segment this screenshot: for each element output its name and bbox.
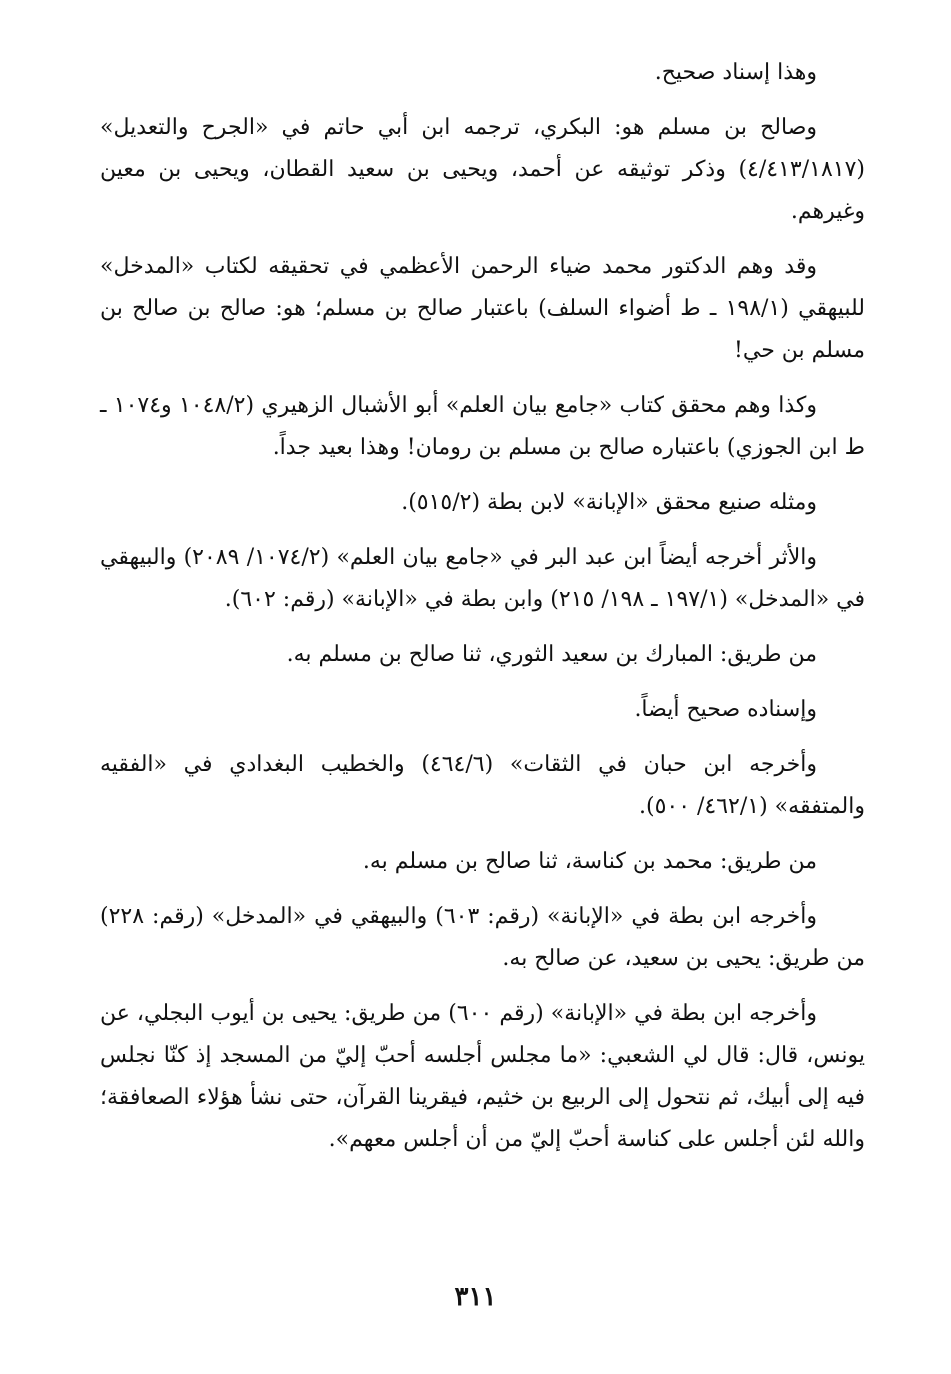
paragraph-1: وهذا إسناد صحيح. (654, 60, 817, 85)
page-number: ٣١١ (454, 1282, 497, 1312)
paragraph-9: وأخرجه ابن حبان في الثقات» (٤٦٤/٦) والخطيب البغدادي في «الفقيه والمتفقه» (٤٦٢/١/ ٥٠٠). (100, 752, 865, 819)
paragraph-7: من طريق: المبارك بن سعيد الثوري، ثنا صالح بن مسلم به. (286, 642, 817, 667)
paragraph-12: وأخرجه ابن بطة في «الإبانة» (رقم ٦٠٠) من طريق: يحيى بن أيوب البجلي، عن يونس، قال: قال لي الشعبي: «ما مجلس أجلسه أحبّ إليّ من المسجد إذ كنّا نجلس فيه إلى أبيك، ثم نتحول إلى الربيع بن خثيم، فيقرينا القرآن، حتى نشأ هؤلاء الصعافقة؛ والله لئن أجلس على كناسة أحبّ إليّ من أن أجلس معهم». (100, 1001, 865, 1152)
paragraph-3: وقد وهم الدكتور محمد ضياء الرحمن الأعظمي في تحقيقه لكتاب «المدخل» للبيهقي (١٩٨/١ ـ ط أضواء السلف) باعتبار صالح بن مسلم؛ هو: صالح بن صالح بن مسلم بن حي! (100, 254, 865, 363)
paragraph-11: وأخرجه ابن بطة في «الإبانة» (رقم: ٦٠٣) والبيهقي في «المدخل» (رقم: ٢٢٨) من طريق: يحيى بن سعيد، عن صالح به. (100, 904, 865, 971)
page-body (100, 52, 865, 1174)
paragraph-5: ومثله صنيع محقق «الإبانة» لابن بطة (٥١٥/٢). (401, 490, 817, 515)
paragraph-8: وإسناده صحيح أيضاً. (634, 697, 817, 722)
paragraph-2: وصالح بن مسلم هو: البكري، ترجمه ابن أبي حاتم في «الجرح والتعديل» (٤/٤١٣/١٨١٧) وذكر توثيقه عن أحمد، ويحيى بن سعيد القطان، ويحيى بن معين وغيرهم. (100, 115, 865, 224)
paragraph-10: من طريق: محمد بن كناسة، ثنا صالح بن مسلم به. (362, 849, 817, 874)
paragraph-4: وكذا وهم محقق كتاب «جامع بيان العلم» أبو الأشبال الزهيري (١٠٤٨/٢ و١٠٧٤ ـ ط ابن الجوزي) باعتباره صالح بن مسلم بن رومان! وهذا بعيد جداً. (100, 393, 865, 460)
paragraph-6: والأثر أخرجه أيضاً ابن عبد البر في «جامع بيان العلم» (١٠٧٤/٢/ ٢٠٨٩) والبيهقي في «المدخل» (١٩٧/١ ـ ١٩٨/ ٢١٥) وابن بطة في «الإبانة» (رقم: ٦٠٢). (100, 545, 865, 612)
